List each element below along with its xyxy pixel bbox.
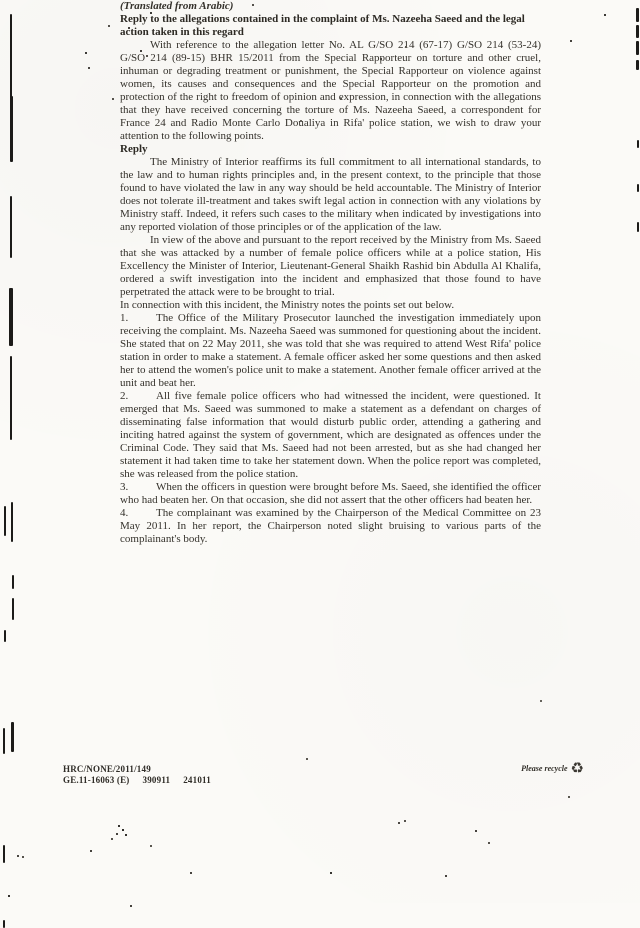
please-recycle-mark bbox=[521, 761, 584, 776]
scan-edge-artifact bbox=[10, 14, 12, 106]
point-number-4: 4. bbox=[120, 507, 129, 519]
point-paragraph-2 bbox=[120, 390, 541, 481]
reply-section-heading: Reply bbox=[120, 143, 148, 155]
intro-paragraph: With reference to the allegation letter No. AL G/SO 214 (67-17) G/SO 214 (53-24) G/SO 214 (89-15) BHR 15/2011 from the Special Rapporteur on torture and other cruel, inhuman or degrading treatment or punishment, the Special Rapporteur on violence against women, its causes and consequences and the Special Rapporteur on the promotion and protection of the right to freedom of opinion and expression, in connection with the allegations that they have received concerning the torture of Ms. Nazeeha Saeed, a correspondent for France 24 and Radio Monte Carlo Doualiya in Rifa' police station, we wish to draw your attention to the following points. bbox=[120, 39, 541, 142]
reply-paragraph-1: The Ministry of Interior reaffirms its full commitment to all international standards, to the law and to human rights principles and, in the present context, to the principle that those found to have violated the law in any way should be held accountable. The Ministry of Interior does not tolerate ill-treatment and takes swift legal action in connection with any violations by Ministry staff. Indeed, it refers such cases to the military when indicated by investigations into any reported violation of those principles or of the application of the law. bbox=[120, 156, 541, 233]
ge-date-processed: 390911 bbox=[142, 775, 171, 785]
scan-edge-artifact bbox=[12, 575, 14, 589]
scan-edge-artifact bbox=[636, 41, 639, 55]
scan-edge-artifact bbox=[637, 140, 639, 148]
translated-from-note: (Translated from Arabic) bbox=[120, 0, 234, 12]
point-number-3: 3. bbox=[120, 481, 129, 493]
point-paragraph-1 bbox=[120, 312, 541, 390]
point-number-1: 1. bbox=[120, 312, 129, 324]
scan-edge-artifact bbox=[636, 8, 639, 22]
scan-edge-artifact bbox=[636, 25, 639, 38]
point-paragraph-3 bbox=[120, 481, 541, 507]
scan-edge-artifact bbox=[4, 506, 6, 536]
point-text-1: The Office of the Military Prosecutor launched the investigation immediately upon receiving the complaint. Ms. Nazeeha Saeed was summoned for questioning about the incident. She stated that on 22 May 2011, she was told that she was required to attend West Rifa' police station in order to make a statement. A female officer asked her some questions and then asked her to attend the women's police unit to make a statement. Another female officer arrived at the unit and beat her. bbox=[120, 312, 541, 389]
scan-edge-artifact bbox=[10, 96, 13, 162]
scan-edge-artifact bbox=[11, 722, 14, 752]
scan-edge-artifact bbox=[11, 502, 13, 542]
scan-edge-artifact bbox=[3, 728, 5, 754]
point-text-2: All five female police officers who had witnessed the incident, were questioned. It emerged that Ms. Saeed was summoned to make a statement as a defendant on charges of disseminating false information that would disturb public order, attending a gathering and inciting hatred against the system of government, which are designated as offences under the Criminal Code. They said that Ms. Saeed had not been arrested, but as she had changed her statement it had taken time to take her statement down. When the police report was completed, she was released from the police station. bbox=[120, 390, 541, 480]
scan-edge-artifact bbox=[9, 288, 13, 346]
footer-document-ids bbox=[63, 764, 211, 786]
scan-edge-artifact bbox=[3, 920, 5, 928]
scan-edge-artifact bbox=[10, 356, 12, 440]
point-text-4: The complainant was examined by the Chairperson of the Medical Committee on 23 May 2011. In her report, the Chairperson noted slight bruising to various parts of the complainant's body. bbox=[120, 507, 541, 545]
ge-number: GE.11-16063 (E) bbox=[63, 775, 130, 785]
scan-edge-artifact bbox=[636, 60, 639, 70]
document-title: Reply to the allegations contained in the complaint of Ms. Nazeeha Saeed and the legal action taken in this regard bbox=[120, 13, 525, 38]
scan-edge-artifact bbox=[637, 184, 639, 192]
scan-edge-artifact bbox=[637, 222, 639, 232]
document-body bbox=[120, 0, 541, 546]
scan-edge-artifact bbox=[12, 598, 14, 620]
ge-date-published: 241011 bbox=[183, 775, 211, 785]
scan-edge-artifact bbox=[10, 196, 12, 258]
point-number-2: 2. bbox=[120, 390, 129, 402]
document-symbol: HRC/NONE/2011/149 bbox=[63, 764, 151, 774]
ministry-note-line: In connection with this incident, the Ministry notes the points set out below. bbox=[120, 299, 455, 311]
scan-edge-artifact bbox=[3, 845, 5, 863]
ge-stamp-line bbox=[63, 775, 211, 786]
recycle-icon: ♻ bbox=[570, 759, 584, 777]
reply-paragraph-2: In view of the above and pursuant to the report received by the Ministry from Ms. Saeed that she was attacked by a number of female police officers while at a police station, His Excellency the Minister of Interior, Lieutenant-General Shaikh Rashid bin Abdulla Al Khalifa, ordered a swift investigation into the incident and emphasized that those found to have perpetrated the attack were to be brought to trial. bbox=[120, 234, 541, 298]
scan-speckles-bottom bbox=[0, 0, 2, 2]
point-text-3: When the officers in question were brought before Ms. Saeed, she identified the officer who had beaten her. On that occasion, she did not assert that the other officers had beaten her. bbox=[120, 481, 541, 506]
point-paragraph-4 bbox=[120, 507, 541, 546]
scan-edge-artifact bbox=[4, 630, 6, 642]
please-recycle-label: Please recycle bbox=[521, 764, 568, 773]
